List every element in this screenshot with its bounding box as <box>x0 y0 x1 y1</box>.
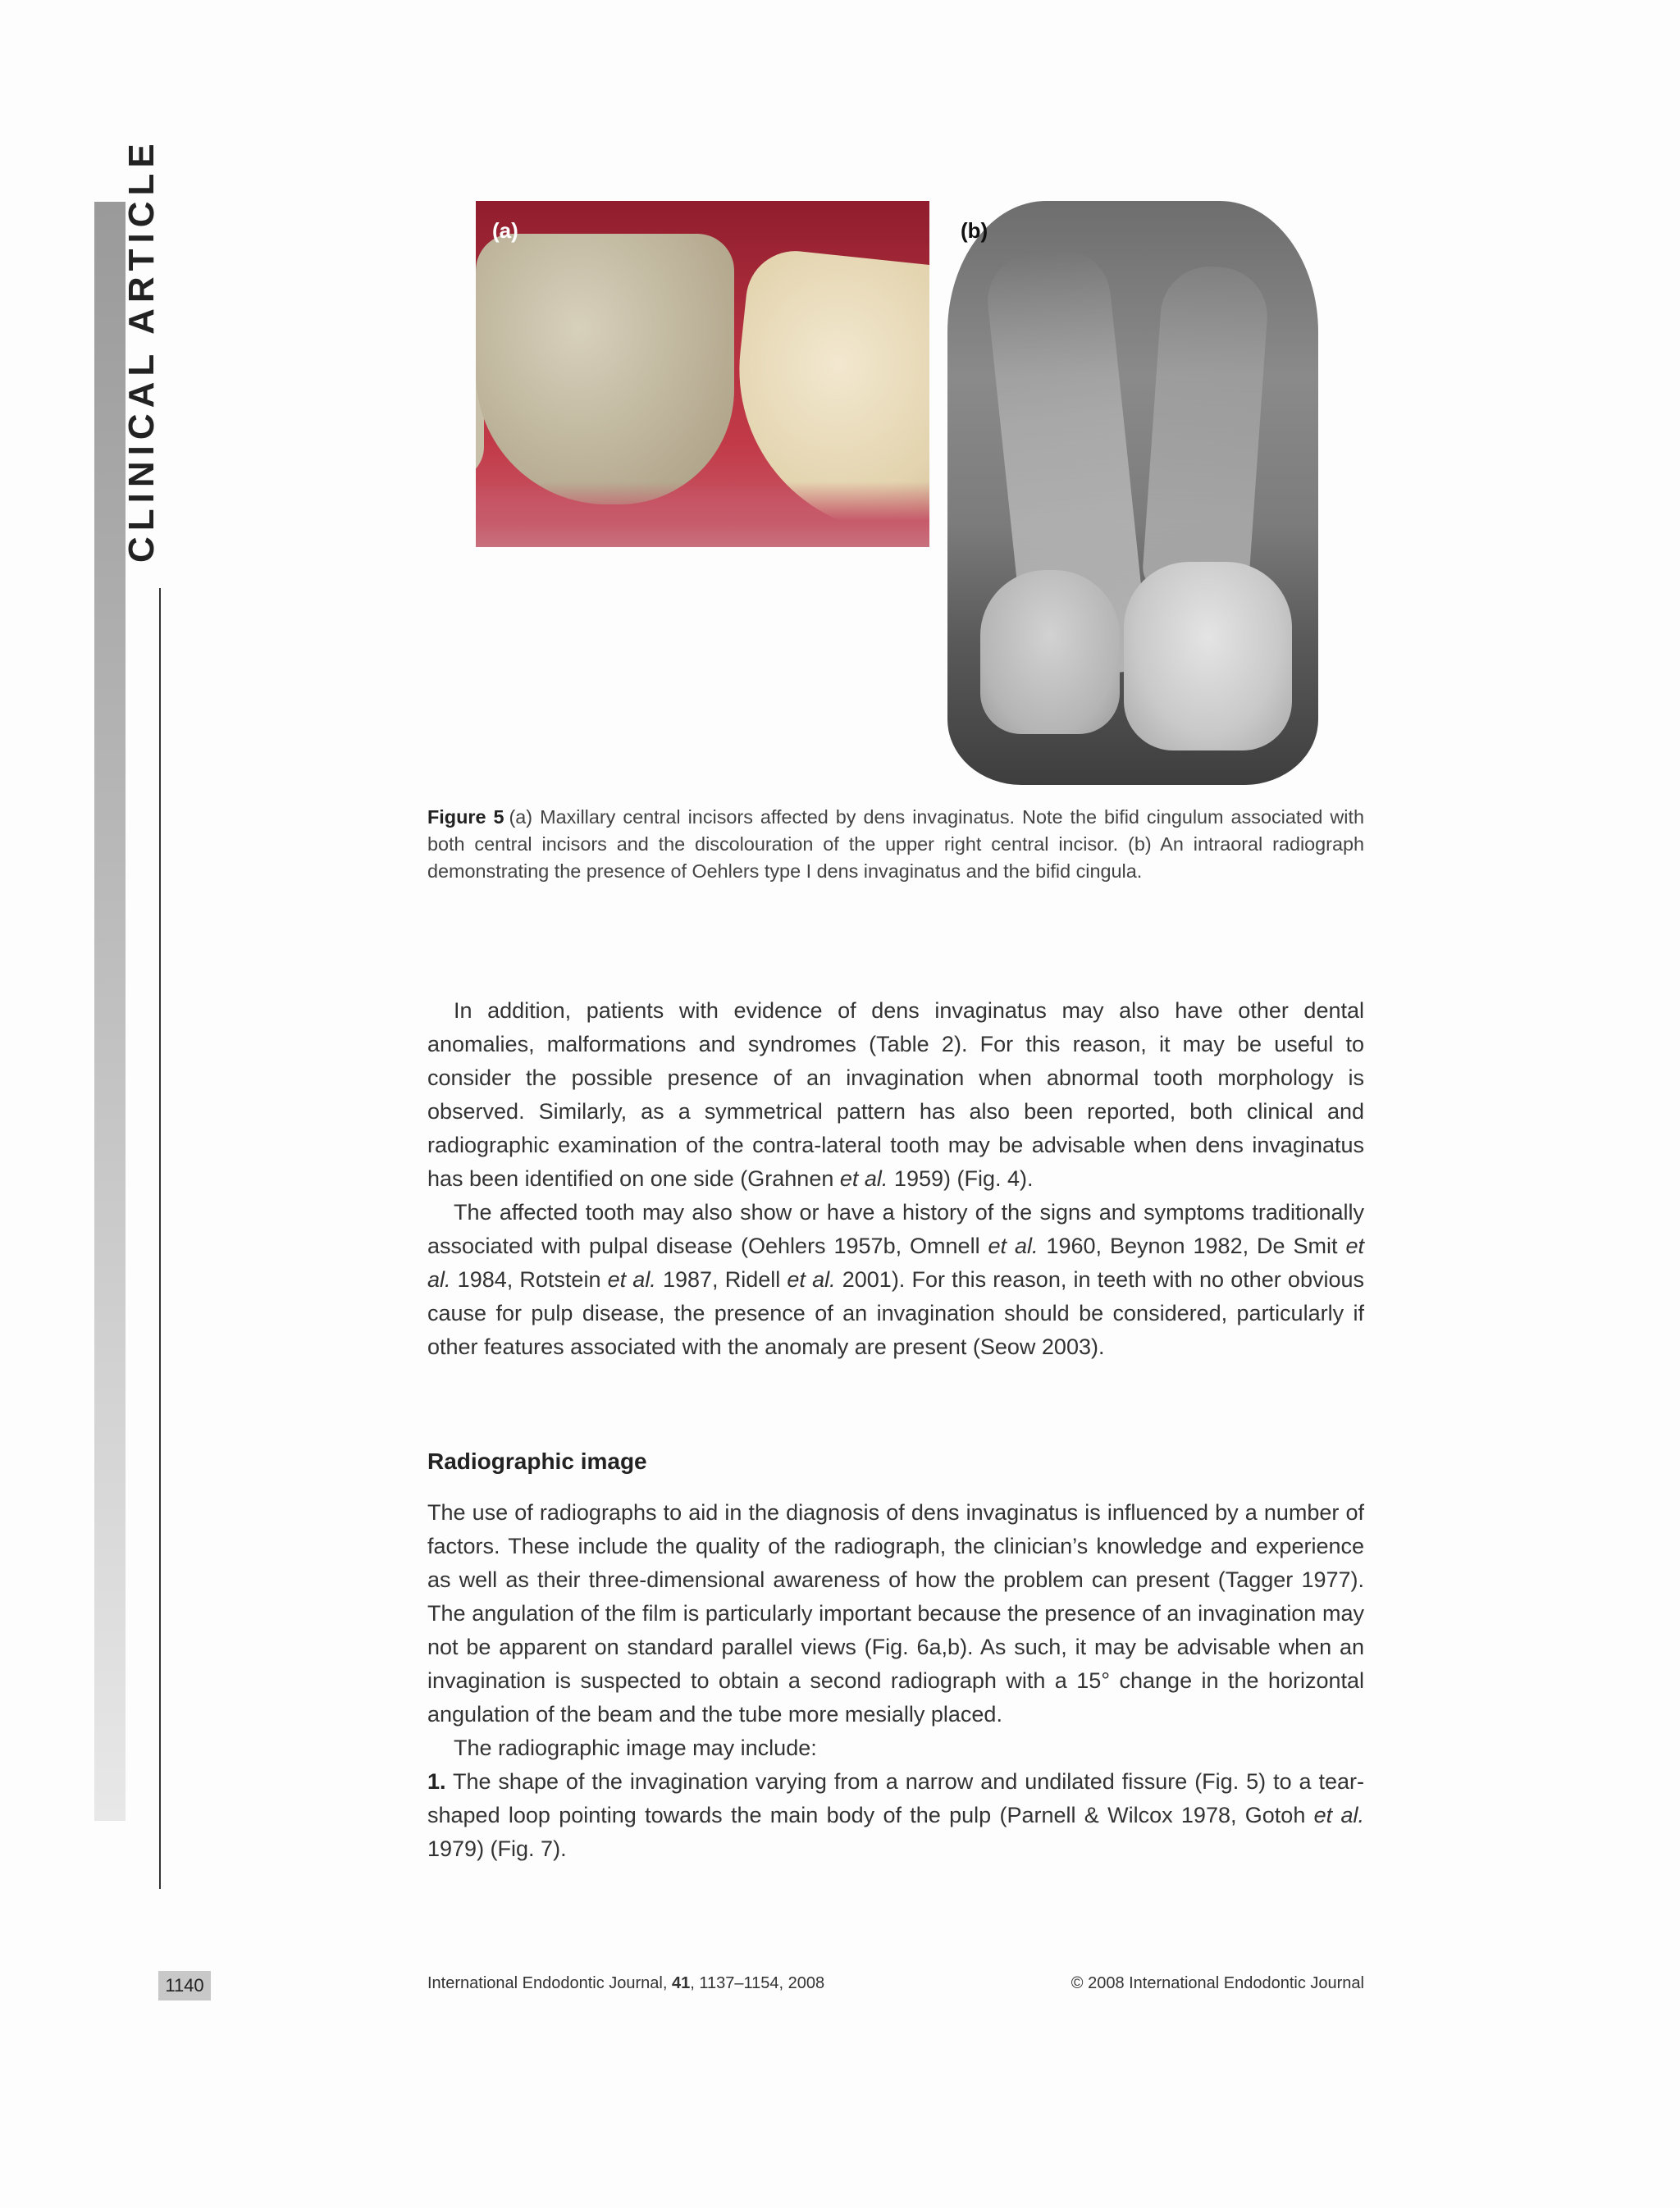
text-italic: et al. <box>787 1267 836 1292</box>
paragraph: The radiographic image may include: <box>454 1736 817 1760</box>
text-italic: et al. <box>427 1234 1364 1292</box>
list-number: 1. <box>427 1769 446 1794</box>
text-run: 1960, Beynon 1982, De Smit <box>1038 1234 1346 1258</box>
footer-journal-citation <box>427 1974 824 1993</box>
text-run: , <box>662 1974 672 1992</box>
figure-panel-label-a: (a) <box>492 218 518 243</box>
text-run: 1984, Rotstein <box>450 1267 608 1292</box>
journal-pages-year: , 1137–1154, 2008 <box>690 1974 825 1992</box>
section-label-text: CLINICAL ARTICLE <box>121 138 162 563</box>
text-run: 1987, Ridell <box>655 1267 788 1292</box>
figure-caption-text: (a) Maxillary central incisors affected by dens invaginatus. Note the bifid cingulum associated with both central incisors and the discolouration of the upper right central incisor. (b) An intraoral radiograph demonstrating the presence of Oehlers type I dens invaginatus and the bifid cingula. <box>427 806 1364 882</box>
side-vertical-rule <box>159 588 161 1889</box>
figure-5a-clinical-photo <box>476 201 929 547</box>
paragraph: The use of radiographs to aid in the diagnosis of dens invaginatus is influenced by a number of factors. These include the quality of the radiograph, the clinician’s knowledge and experience as well as their three-dimensional awareness of how the problem can present (Tagger 1977). The angulation of the film is particularly important because the presence of an invagination may not be apparent on standard parallel views (Fig. 6a,b). As such, it may be advisable when an invagination is suspected to obtain a second radiograph with a 15° change in the horizontal angulation of the beam and the tube more mesially placed. <box>427 1500 1364 1727</box>
figure-panel-label-b: (b) <box>961 218 988 243</box>
figure-5b-radiograph <box>947 201 1318 785</box>
text-run: 2001). For this reason, in teeth with no other obvious cause for pulp disease, the presence of an invagination should be considered, particularly if other features associated with the anomaly are present (Seow 2003). <box>427 1267 1364 1359</box>
list-item <box>427 1765 1364 1866</box>
figure-caption <box>427 804 1364 885</box>
paragraph <box>427 994 1364 1196</box>
page-number: 1140 <box>158 1971 211 2000</box>
text-run: 1959) (Fig. 4). <box>888 1166 1034 1191</box>
radiograph-root-right <box>1141 263 1271 598</box>
text-run: The shape of the invagination varying from a narrow and undilated fissure (Fig. 5) to a tear-shaped loop pointing towards the main body of the pulp (Parnell & Wilcox 1978, Gotoh <box>427 1769 1364 1827</box>
text-italic: et al. <box>839 1166 888 1191</box>
text-run: 1979) (Fig. 7). <box>427 1836 567 1861</box>
figure-caption-number: Figure 5 <box>427 806 504 828</box>
journal-volume: 41 <box>672 1974 691 1992</box>
radiograph-crown-right <box>1124 562 1292 750</box>
body-text-section-1 <box>427 994 1364 1364</box>
gingiva-shape <box>476 481 929 547</box>
text-italic: et al. <box>1313 1803 1364 1827</box>
text-italic: et al. <box>988 1234 1039 1258</box>
text-run: In addition, patients with evidence of dens invaginatus may also have other dental anomalies, malformations and syndromes (Table 2). For this reason, it may be useful to consider the possible presence of an invagination when abnormal tooth morphology is observed. Similarly, as a symmetrical pattern has also been reported, both clinical and radiographic examination of the contra-lateral tooth may be advisable when dens invaginatus has been identified on one side (Grahnen <box>427 998 1364 1191</box>
upper-right-central-incisor-shape <box>476 234 734 504</box>
text-italic: et al. <box>607 1267 656 1292</box>
text-run: The affected tooth may also show or have a history of the signs and symptoms traditionally associated with pulpal disease (Oehlers 1957b, Omnell <box>427 1200 1364 1258</box>
journal-name: International Endodontic Journal <box>427 1974 663 1992</box>
body-text-section-2 <box>427 1496 1364 1866</box>
paragraph <box>427 1196 1364 1364</box>
footer-copyright: © 2008 International Endodontic Journal <box>1071 1974 1364 1992</box>
radiograph-crown-left <box>980 570 1120 734</box>
section-heading: Radiographic image <box>427 1448 647 1474</box>
